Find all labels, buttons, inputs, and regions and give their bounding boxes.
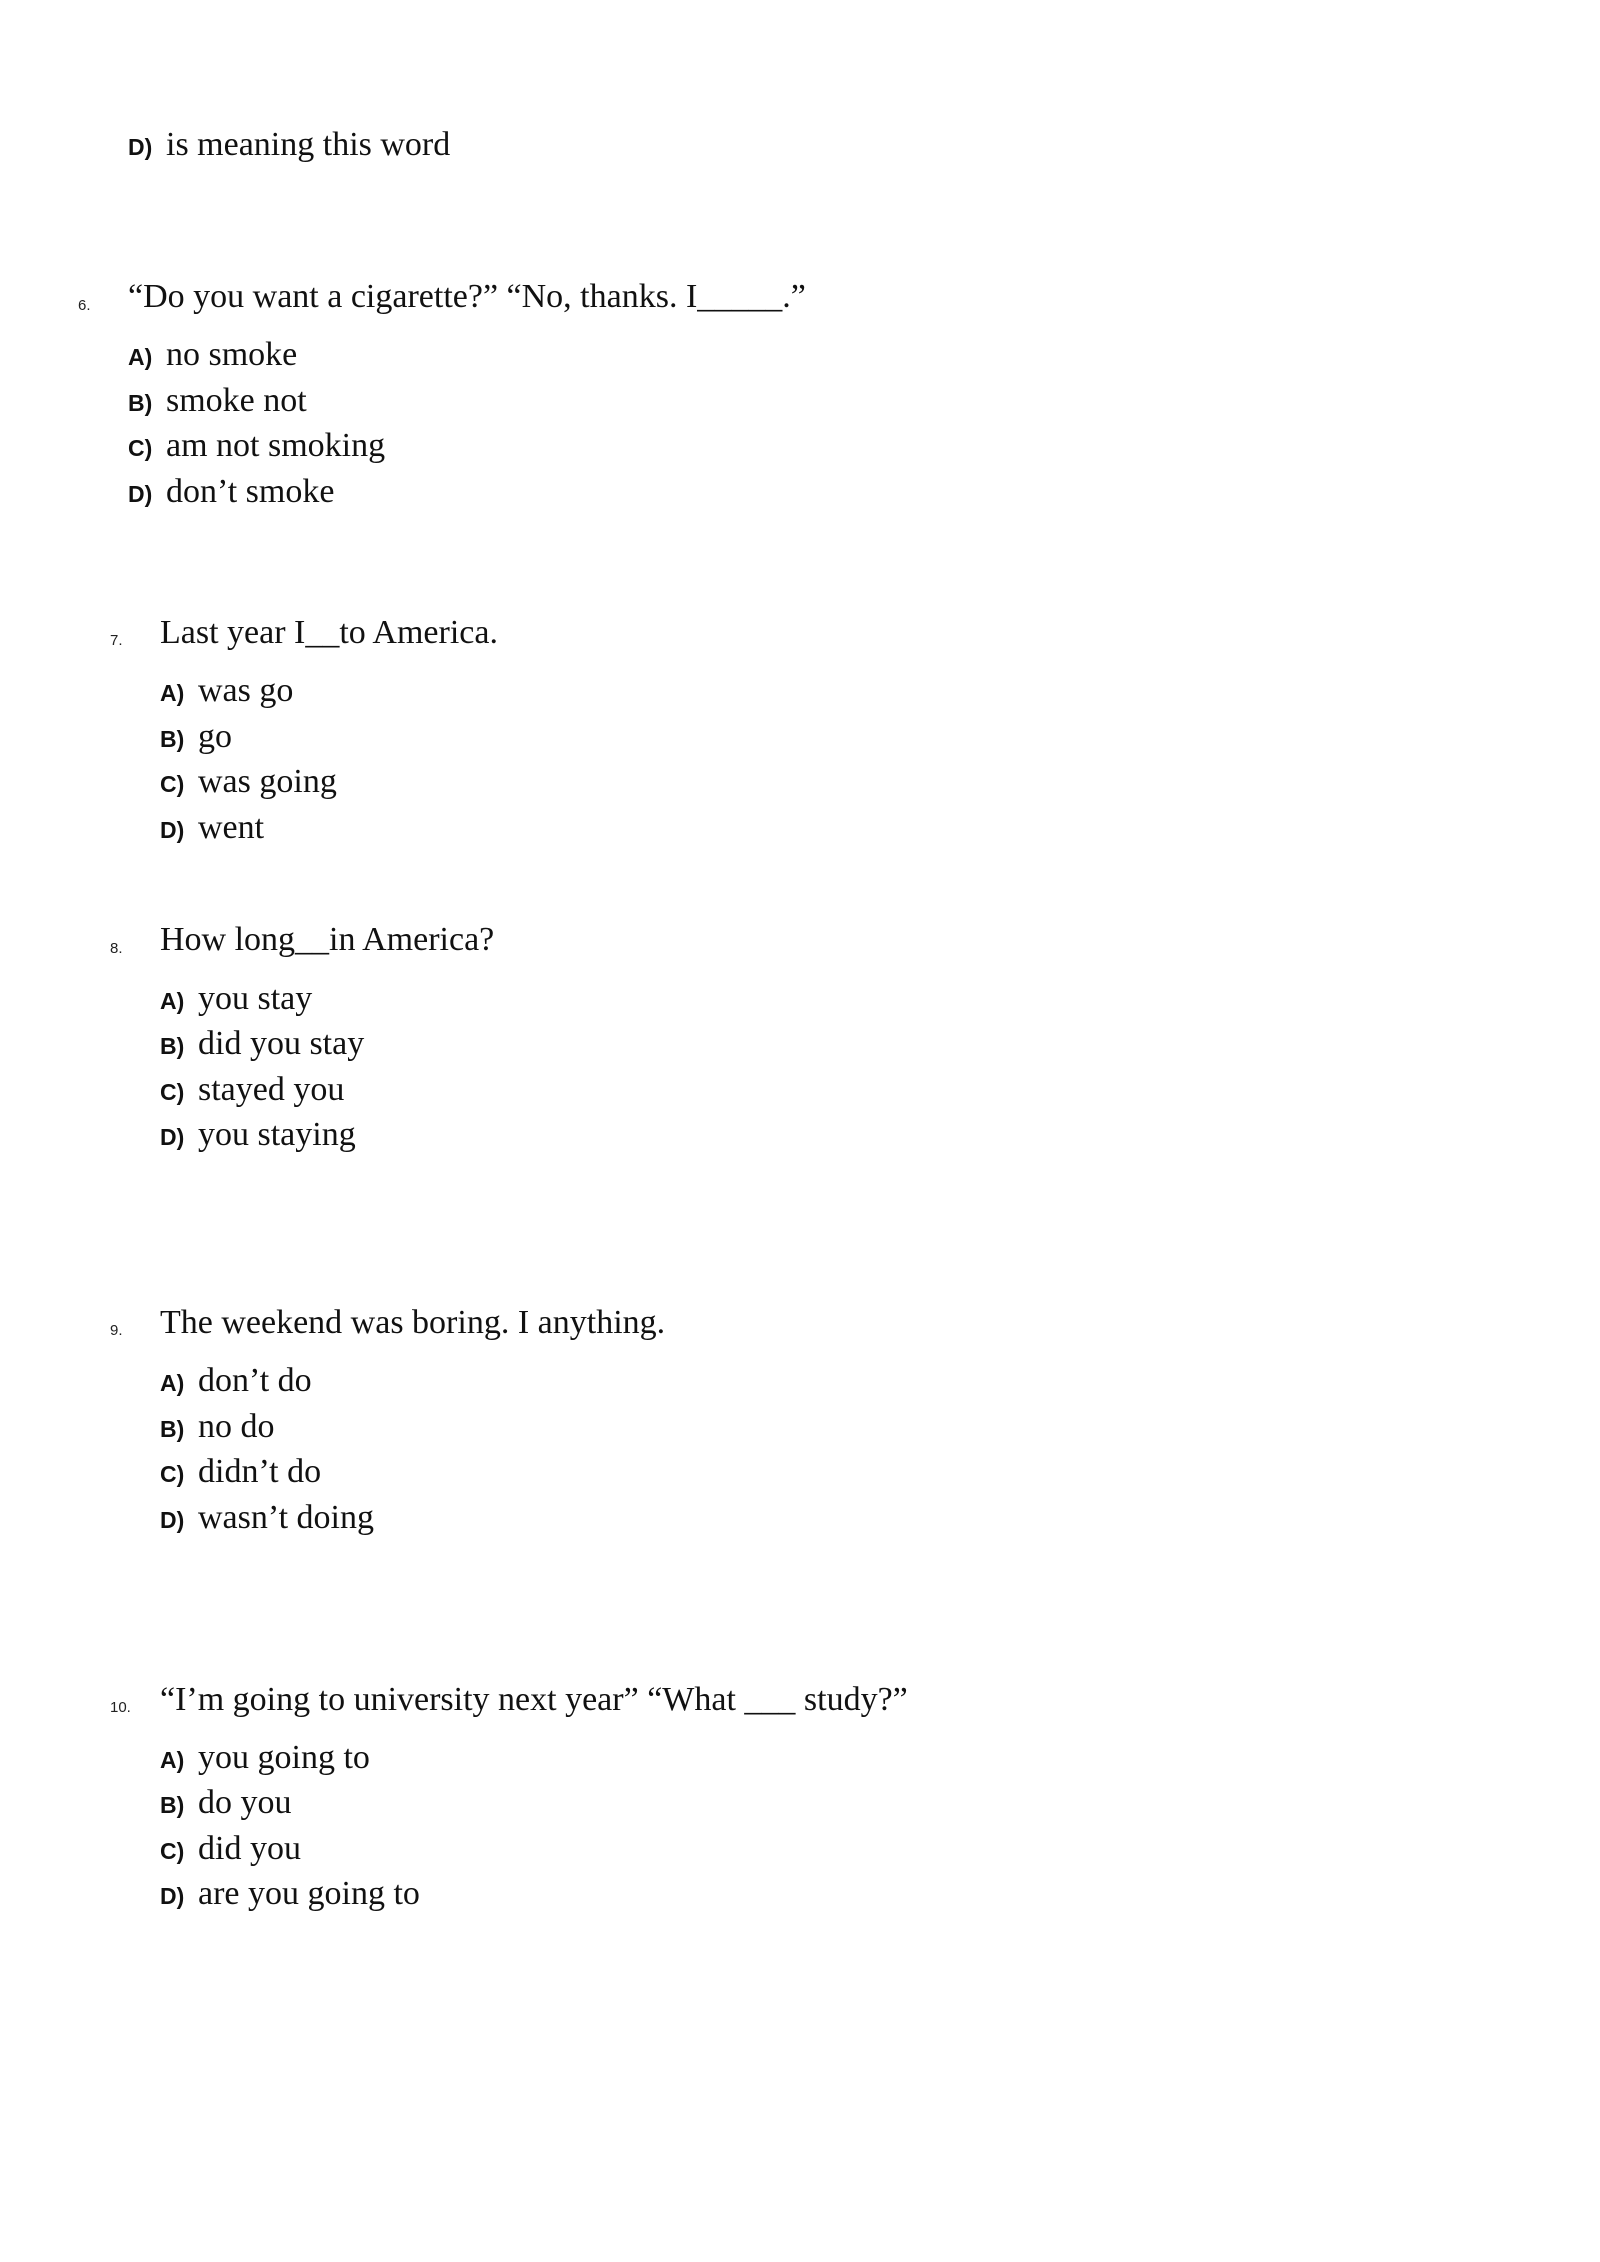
option-label: A) bbox=[160, 680, 185, 706]
option-d bbox=[128, 475, 334, 509]
option-d bbox=[160, 1501, 374, 1535]
option-label: B) bbox=[128, 390, 153, 416]
question-text: “I’m going to university next year” “What ___ study?” bbox=[160, 1681, 908, 1718]
option-text: was go bbox=[198, 672, 294, 709]
option-label: A) bbox=[160, 1747, 185, 1773]
option-label: C) bbox=[160, 1461, 185, 1487]
option-label: D) bbox=[160, 1883, 185, 1909]
option-label: C) bbox=[160, 1079, 185, 1105]
option-a bbox=[160, 674, 293, 708]
question-number: 6. bbox=[78, 297, 91, 314]
option-a bbox=[160, 1741, 370, 1775]
question-number: 7. bbox=[110, 632, 123, 649]
option-label: A) bbox=[128, 344, 153, 370]
option-d bbox=[160, 1877, 420, 1911]
option-label: D) bbox=[128, 134, 153, 160]
question-number: 10. bbox=[110, 1699, 131, 1716]
option-text: did you stay bbox=[198, 1025, 365, 1062]
option-b bbox=[160, 1027, 364, 1061]
option-text: are you going to bbox=[198, 1875, 420, 1912]
option-text: no do bbox=[198, 1408, 275, 1445]
option-label: A) bbox=[160, 1370, 185, 1396]
option-b bbox=[160, 720, 232, 754]
option-a bbox=[160, 982, 312, 1016]
option-c bbox=[160, 1455, 321, 1489]
option-text: don’t smoke bbox=[166, 473, 335, 510]
option-text: did you bbox=[198, 1830, 301, 1867]
option-text: was going bbox=[198, 763, 337, 800]
option-label: D) bbox=[160, 817, 185, 843]
option-c bbox=[128, 429, 385, 463]
option-label: D) bbox=[128, 481, 153, 507]
option-text: am not smoking bbox=[166, 427, 386, 464]
option-label: D) bbox=[160, 1507, 185, 1533]
option-label: C) bbox=[160, 771, 185, 797]
option-text: no smoke bbox=[166, 336, 298, 373]
option-label: C) bbox=[128, 435, 153, 461]
option-label: B) bbox=[160, 726, 185, 752]
option-c bbox=[160, 1832, 301, 1866]
option-text: don’t do bbox=[198, 1362, 312, 1399]
option-d bbox=[160, 811, 264, 845]
option-label: B) bbox=[160, 1792, 185, 1818]
continued-option bbox=[128, 128, 450, 162]
option-text: do you bbox=[198, 1784, 292, 1821]
option-text: you going to bbox=[198, 1739, 370, 1776]
question-text: The weekend was boring. I anything. bbox=[160, 1304, 666, 1341]
option-text: is meaning this word bbox=[166, 126, 451, 163]
question-text: “Do you want a cigarette?” “No, thanks. I_____.” bbox=[128, 278, 806, 315]
option-label: A) bbox=[160, 988, 185, 1014]
option-b bbox=[128, 384, 307, 418]
option-a bbox=[128, 338, 297, 372]
question-number: 9. bbox=[110, 1322, 123, 1339]
question-text: Last year I__to America. bbox=[160, 614, 498, 651]
option-text: you staying bbox=[198, 1116, 356, 1153]
option-text: went bbox=[198, 809, 265, 846]
option-label: B) bbox=[160, 1416, 185, 1442]
option-b bbox=[160, 1410, 275, 1444]
option-text: didn’t do bbox=[198, 1453, 322, 1490]
question-number: 8. bbox=[110, 940, 123, 957]
option-c bbox=[160, 765, 337, 799]
option-text: wasn’t doing bbox=[198, 1499, 374, 1536]
option-text: go bbox=[198, 718, 232, 755]
question-text: How long__in America? bbox=[160, 921, 495, 958]
option-text: you stay bbox=[198, 980, 313, 1017]
option-b bbox=[160, 1786, 292, 1820]
option-text: smoke not bbox=[166, 382, 307, 419]
option-label: C) bbox=[160, 1838, 185, 1864]
option-label: B) bbox=[160, 1033, 185, 1059]
option-a bbox=[160, 1364, 312, 1398]
option-d bbox=[160, 1118, 356, 1152]
option-label: D) bbox=[160, 1124, 185, 1150]
option-text: stayed you bbox=[198, 1071, 345, 1108]
option-c bbox=[160, 1073, 344, 1107]
